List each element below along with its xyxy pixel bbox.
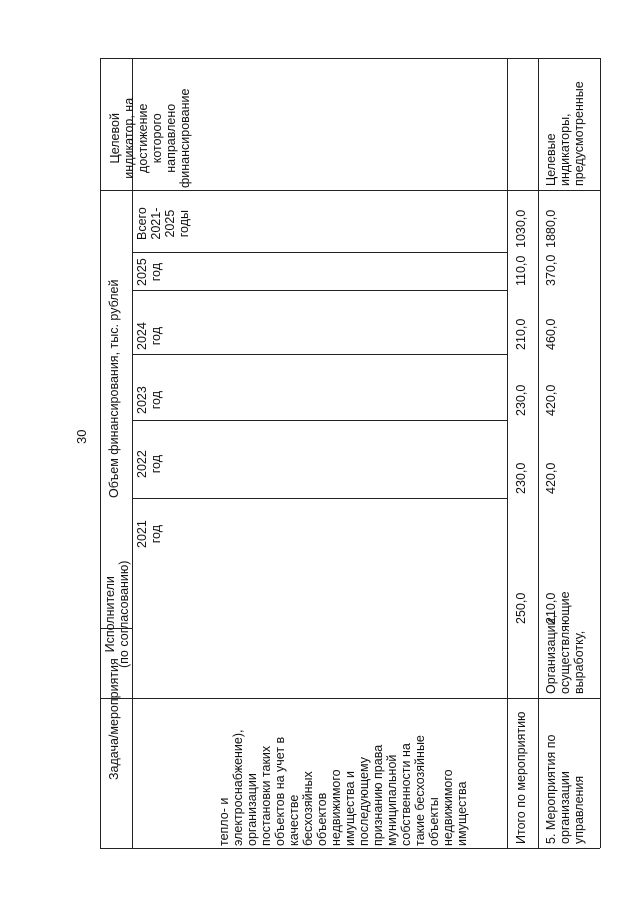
header-year-2025: 2025 год xyxy=(135,258,163,286)
row2-value-total: 1030,0 xyxy=(514,209,528,248)
budget-table xyxy=(100,58,600,848)
row3-task-text: 5. Мероприятия по организации управления xyxy=(544,734,586,844)
row2-value-2024: 210,0 xyxy=(514,318,528,350)
row1-task-text: тепло- и электроснабжение), организации постановки таких объектов на учет в качестве бесхозяйных объектов недвижимого имущества и последующему признанию права муниципальной собственности на такие бесхозяйные объекты недвижимого имущества xyxy=(217,729,469,846)
row3-executor-text: Организации, осуществляющие выработку, xyxy=(544,591,586,694)
header-year-2021: 2021 год xyxy=(135,520,163,548)
row3-value-2023: 420,0 xyxy=(544,384,558,416)
row2-label: Итого по мероприятию xyxy=(514,711,528,844)
header-year-2023: 2023 год xyxy=(135,386,163,414)
header-year-2024: 2024 год xyxy=(135,322,163,350)
row2-value-2025: 110,0 xyxy=(514,255,528,286)
header-executors: Исполнители (по согласованию) xyxy=(103,560,131,668)
row3-value-2022: 420,0 xyxy=(544,462,558,494)
row3-value-2025: 370,0 xyxy=(544,254,558,286)
header-indicator: Целевой индикатор, на достижение которого направлено финансирование xyxy=(108,88,192,188)
header-year-2022: 2022 год xyxy=(135,450,163,478)
header-task: Задача/мероприятия xyxy=(107,658,121,780)
header-funding: Объем финансирования, тыс. рублей xyxy=(107,279,121,498)
row2-value-2022: 230,0 xyxy=(514,462,528,494)
header-total: Всего 2021- 2025 годы xyxy=(135,207,191,240)
row3-indicator-text: Целевые индикаторы, предусмотренные xyxy=(544,81,586,186)
page-number: 30 xyxy=(74,429,89,444)
row3-value-2021: 210,0 xyxy=(544,592,558,624)
row2-value-2021: 250,0 xyxy=(514,592,528,624)
row3-value-2024: 460,0 xyxy=(544,318,558,350)
row2-value-2023: 230,0 xyxy=(514,384,528,416)
row3-value-total: 1880,0 xyxy=(544,209,558,248)
